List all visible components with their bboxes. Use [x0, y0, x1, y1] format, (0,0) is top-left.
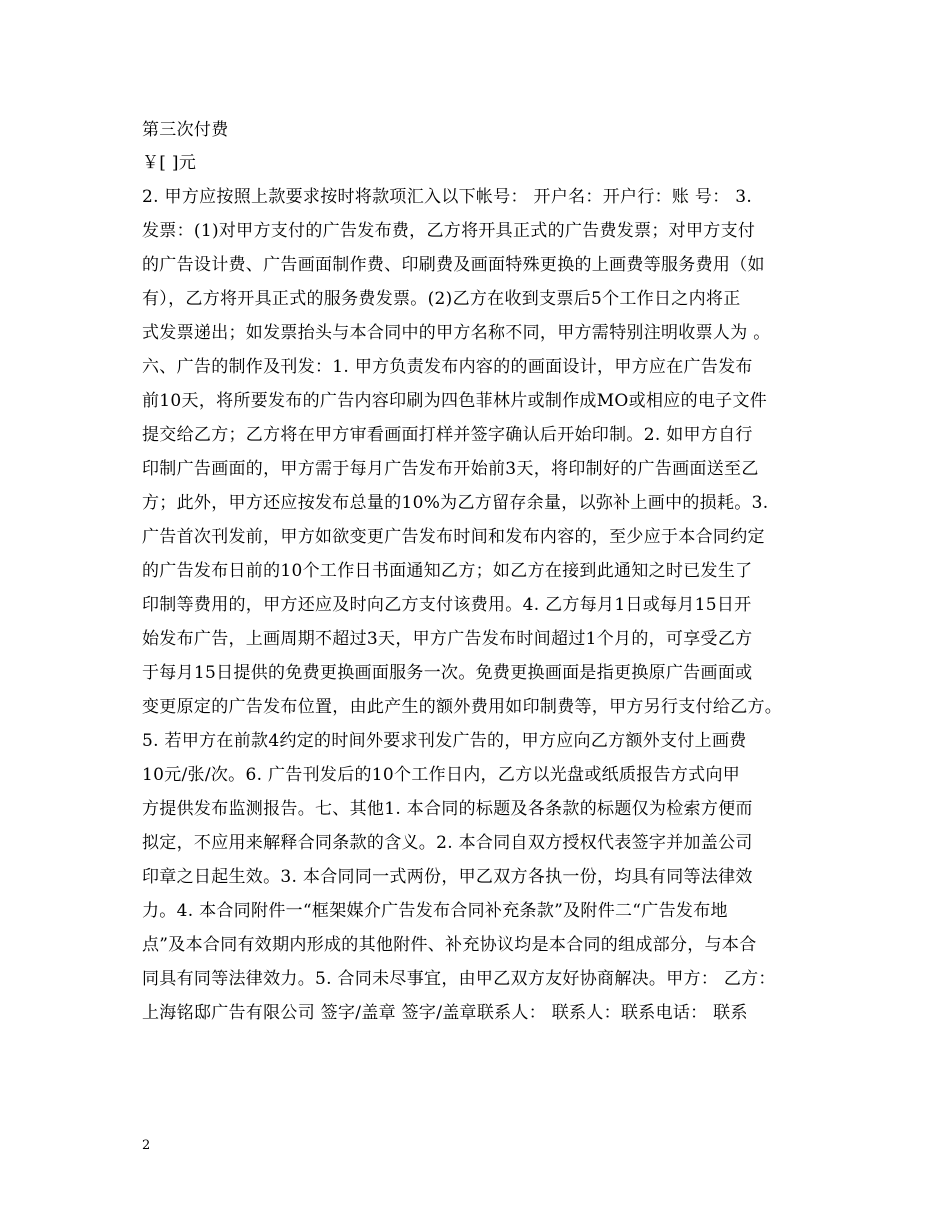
text-line: 六、广告的制作及刊发：1. 甲方负责发布内容的的画面设计，甲方应在广告发布: [142, 357, 753, 377]
text-line: 变更原定的广告发布位置，由此产生的额外费用如印制费等，甲方另行支付给乙方。: [142, 697, 783, 717]
text-line: 提交给乙方；乙方将在甲方审看画面打样并签字确认后开始印制。2. 如甲方自行: [142, 425, 753, 445]
text-line: 于每月15日提供的免费更换画面服务一次。免费更换画面是指更换原广告画面或: [142, 663, 753, 683]
text-line: 广告首次刊发前，甲方如欲变更广告发布时间和发布内容的，至少应于本合同约定: [142, 527, 765, 547]
text-line: 方；此外，甲方还应按发布总量的10%为乙方留存余量，以弥补上画中的损耗。3.: [142, 493, 769, 513]
text-line: 印制广告画面的，甲方需于每月广告发布开始前3天，将印制好的广告画面送至乙: [142, 459, 759, 479]
text-line: 方提供发布监测报告。七、其他1. 本合同的标题及各条款的标题仅为检索方便而: [142, 799, 753, 819]
text-line: 的广告设计费、广告画面制作费、印刷费及画面特殊更换的上画费等服务费用（如: [142, 255, 765, 275]
page-number: 2: [142, 1138, 151, 1153]
text-line: 有），乙方将开具正式的服务费发票。(2)乙方在收到支票后5个工作日之内将正: [142, 289, 741, 309]
text-line: 式发票递出；如发票抬头与本合同中的甲方名称不同，甲方需特别注明收票人为 。: [142, 323, 771, 343]
text-line: 印制等费用的，甲方还应及时向乙方支付该费用。4. 乙方每月1日或每月15日开: [142, 595, 752, 615]
text-line: 5. 若甲方在前款4约定的时间外要求刊发广告的，甲方应向乙方额外支付上画费: [142, 731, 747, 751]
text-line: 前10天，将所要发布的广告内容印刷为四色菲林片或制作成MO或相应的电子文件: [142, 391, 768, 411]
text-line: 始发布广告，上画周期不超过3天，甲方广告发布时间超过1个月的，可享受乙方: [142, 629, 753, 649]
text-line: 的广告发布日前的10个工作日书面通知乙方；如乙方在接到此通知之时已发生了: [142, 561, 753, 581]
text-line: 同具有同等法律效力。5. 合同未尽事宜，由甲乙双方友好协商解决。甲方： 乙方：: [142, 969, 776, 989]
text-line: 2. 甲方应按照上款要求按时将款项汇入以下帐号： 开户名：开户行：账 号： 3.: [142, 187, 753, 207]
text-line: 点”及本合同有效期内形成的其他附件、补充协议均是本合同的组成部分，与本合: [142, 935, 757, 955]
text-line: 发票：(1)对甲方支付的广告发布费，乙方将开具正式的广告费发票；对甲方支付: [142, 221, 756, 241]
text-line: 力。4. 本合同附件一“框架媒介广告发布合同补充条款”及附件二“广告发布地: [142, 901, 728, 921]
text-line: 10元/张/次。6. 广告刊发后的10个工作日内，乙方以光盘或纸质报告方式向甲: [142, 765, 741, 785]
text-line: 印章之日起生效。3. 本合同同一式两份，甲乙双方各执一份，均具有同等法律效: [142, 867, 753, 887]
text-line: 拟定，不应用来解释合同条款的含义。2. 本合同自双方授权代表签字并加盖公司: [142, 833, 753, 853]
text-line: 上海铭邸广告有限公司 签字/盖章 签字/盖章联系人： 联系人：联系电话： 联系: [142, 1003, 748, 1023]
text-line: ￥[ ]元: [142, 153, 197, 173]
text-line: 第三次付费: [142, 120, 229, 140]
